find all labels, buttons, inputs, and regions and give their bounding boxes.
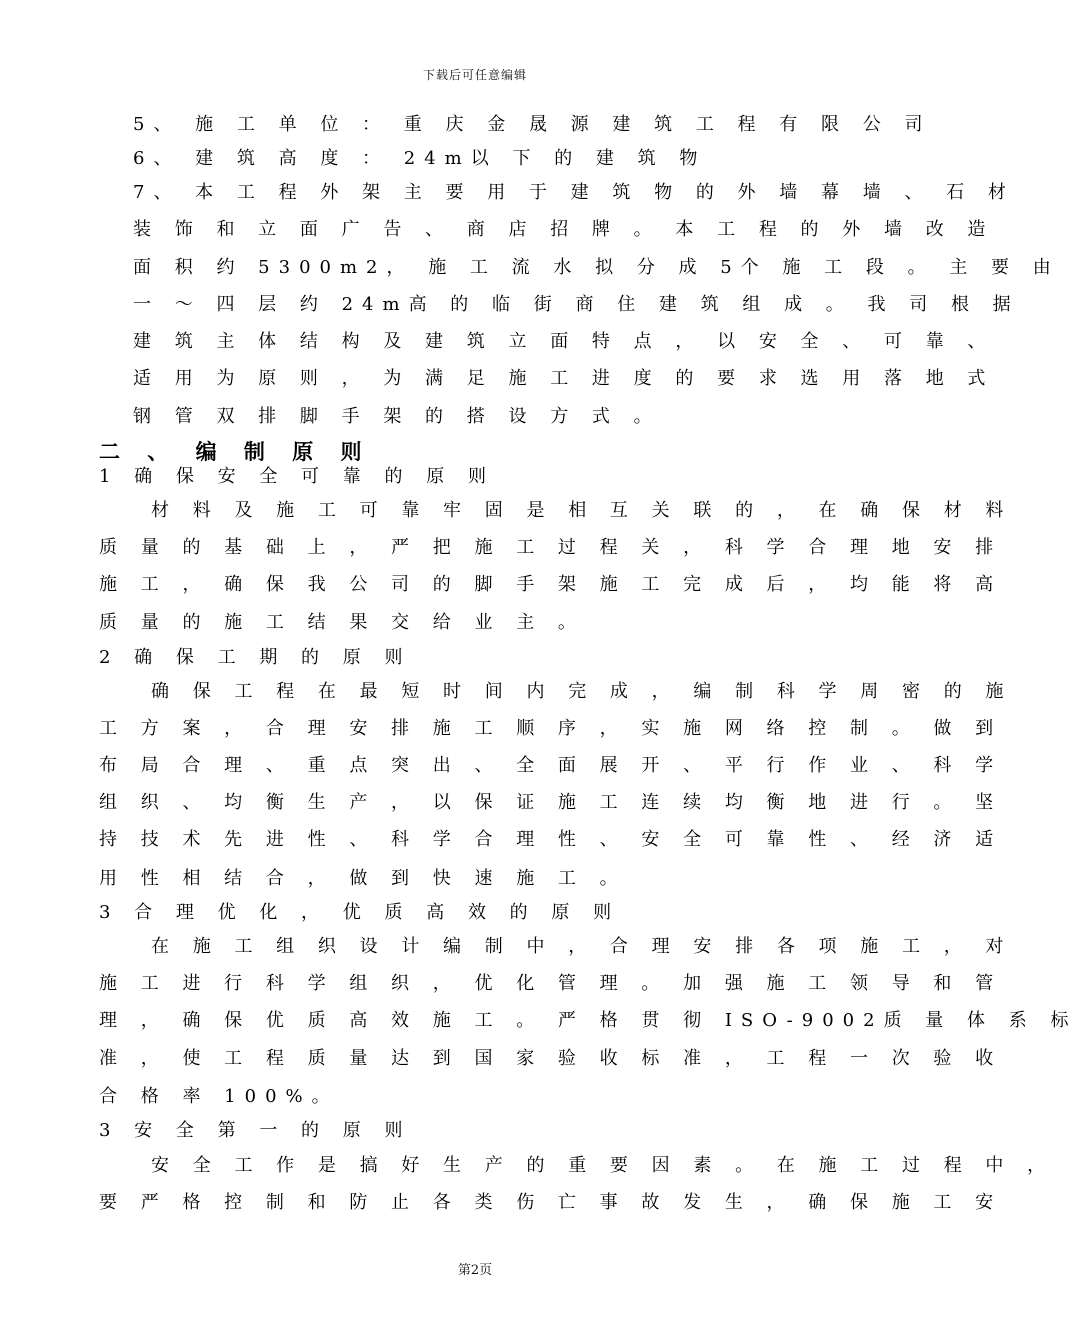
page-header: 下载后可任意编辑 — [422, 68, 527, 82]
text-line: 持 技 术 先 进 性 、 科 学 合 理 性 、 安 全 可 靠 性 、 经 济 适 — [99, 829, 1003, 850]
text-line: 准 ， 使 工 程 质 量 达 到 国 家 验 收 标 准 ， 工 程 一 次 验 收 — [99, 1048, 1003, 1069]
text-line: 钢 管 双 排 脚 手 架 的 搭 设 方 式 。 — [133, 406, 661, 427]
text-line: 布 局 合 理 、 重 点 突 出 、 全 面 展 开 、 平 行 作 业 、 科 学 — [99, 755, 1003, 776]
text-line: 质 量 的 施 工 结 果 交 给 业 主 。 — [99, 612, 585, 633]
text-line: 工 方 案 ， 合 理 安 排 施 工 顺 序 ， 实 施 网 络 控 制 。 做 到 — [99, 718, 1003, 739]
text-line: 在 施 工 组 织 设 计 编 制 中 ， 合 理 安 排 各 项 施 工 ， 对 — [151, 936, 1013, 957]
subsection-title: 3 合 理 优 化 ， 优 质 高 效 的 原 则 — [99, 902, 621, 923]
text-line: 6、 建 筑 高 度 ： 24m以 下 的 建 筑 物 — [133, 148, 707, 169]
section-heading: 二 、 编 制 原 则 — [99, 439, 372, 464]
page-number: 第2页 — [457, 1263, 493, 1278]
text-line: 要 严 格 控 制 和 防 止 各 类 伤 亡 事 故 发 生 ， 确 保 施 工 安 — [99, 1192, 1003, 1213]
text-line: 材 料 及 施 工 可 靠 牢 固 是 相 互 关 联 的 ， 在 确 保 材 料 — [151, 500, 1013, 521]
text-line: 7、 本 工 程 外 架 主 要 用 于 建 筑 物 的 外 墙 幕 墙 、 石 材 — [133, 182, 1015, 203]
text-line: 面 积 约 5300m2， 施 工 流 水 拟 分 成 5个 施 工 段 。 主 要 由 — [133, 257, 1060, 278]
text-line: 组 织 、 均 衡 生 产 ， 以 保 证 施 工 连 续 均 衡 地 进 行 。 坚 — [99, 792, 1003, 813]
text-line: 安 全 工 作 是 搞 好 生 产 的 重 要 因 素 。 在 施 工 过 程 中 ， — [151, 1155, 1055, 1176]
subsection-title: 2 确 保 工 期 的 原 则 — [99, 647, 412, 668]
text-line: 用 性 相 结 合 ， 做 到 快 速 施 工 。 — [99, 868, 627, 889]
text-line: 施 工 进 行 科 学 组 织 ， 优 化 管 理 。 加 强 施 工 领 导 和 管 — [99, 973, 1003, 994]
text-line: 施 工 ， 确 保 我 公 司 的 脚 手 架 施 工 完 成 后 ， 均 能 将 高 — [99, 574, 1003, 595]
text-line: 适 用 为 原 则 ， 为 满 足 施 工 进 度 的 要 求 选 用 落 地 式 — [133, 368, 995, 389]
text-line: 质 量 的 基 础 上 ， 严 把 施 工 过 程 关 ， 科 学 合 理 地 安 排 — [99, 537, 1003, 558]
text-line: 建 筑 主 体 结 构 及 建 筑 立 面 特 点 ， 以 安 全 、 可 靠 、 — [133, 331, 995, 352]
text-line: 5、 施 工 单 位 ： 重 庆 金 晟 源 建 筑 工 程 有 限 公 司 — [133, 114, 932, 135]
text-line: 理 ， 确 保 优 质 高 效 施 工 。 严 格 贯 彻 ISO-9002质 量 体 系 标 — [99, 1010, 1077, 1031]
text-line: 合 格 率 100%。 — [99, 1086, 339, 1107]
text-line: 确 保 工 程 在 最 短 时 间 内 完 成 ， 编 制 科 学 周 密 的 施 — [151, 681, 1013, 702]
subsection-title: 3 安 全 第 一 的 原 则 — [99, 1120, 412, 1141]
text-line: 装 饰 和 立 面 广 告 、 商 店 招 牌 。 本 工 程 的 外 墙 改 造 — [133, 219, 995, 240]
text-line: 一 ～ 四 层 约 24m高 的 临 街 商 住 建 筑 组 成 。 我 司 根 据 — [133, 294, 1020, 315]
subsection-title: 1 确 保 安 全 可 靠 的 原 则 — [99, 466, 495, 487]
